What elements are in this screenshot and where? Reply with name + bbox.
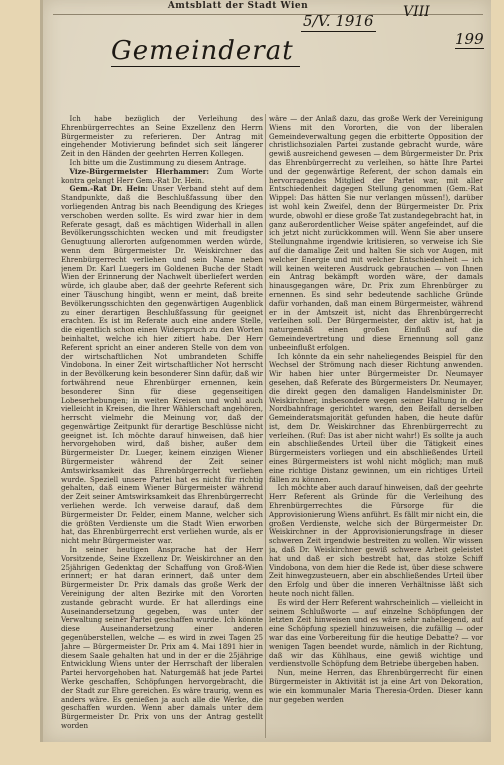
- handwritten-page-number: 199: [455, 30, 484, 48]
- paragraph: [269, 353, 483, 485]
- paragraph: [269, 669, 483, 704]
- paragraph-text: Ich könnte da ein sehr naheliegendes Beispiel für den Wechsel der Strömung nach dieser Richtung anwenden. Wir haben hier unter Bürgermeister Dr. Neumayer gesehen, daß Referate des Bürgermeisters Dr. Neumayer, die direkt gegen den damaligen Handelsminister Dr. Weiskirchner, insbesondere wegen seiner Haltung in der Nordbahnfrage gerichtet waren, den Beifall derselben Gemeinderatsmajorität gefunden haben, die heute dafür ist, dem Dr. Weiskirchner das Ehrenbürgerrecht zu verleihen. (Ruf: Das ist aber nicht wahr!) Es sollte ja auch ein abschließendes Urteil über die Tätigkeit eines Bürgermeisters vorliegen und ein abschließendes Urteil eines Bürgermeisters ist wohl nicht möglich; man muß eine richtige Distanz gewinnen, um ein richtiges Urteil fällen zu können.: [269, 351, 483, 484]
- paragraph-text: Zum Worte kontra gelangt Herr Gem.-Rat Dr. Hein.: [61, 166, 263, 185]
- paragraph: [61, 115, 263, 159]
- paragraph: [269, 599, 483, 669]
- paragraph: [61, 185, 263, 546]
- handwritten-heading: Gemeinderat: [111, 36, 300, 67]
- newspaper-clipping: [40, 0, 491, 742]
- speaker-name: Gem.-Rat Dr. Hein:: [69, 184, 149, 194]
- paragraph-text: Unser Verband steht auf dem Standpunkte, daß die Beschlußfassung über den vorliegenden Antrag bis nach Beendigung des Krieges verschoben werden sollte. Es wird zwar hier in dem Referate gesagt, daß es mächtigen Widerhall in allen Bevölkerungsschichten wecken und mit freudigster Genugtuung allerorten aufgenommen werden würde, wenn dem Bürgermeister Dr. Weiskirchner das Ehrenbürgerrecht verliehen und sein Name neben jenem Dr. Karl Luegers im Goldenen Buche der Stadt Wien der Erinnerung der Nachwelt überliefert werden würde, ich glaube aber, daß der geehrte Referent sich einer Täuschung hingibt, wenn er meint, daß breite Bevölkerungsschichten den gegenwärtigen Augenblick zu einer derartigen Beschlußfassung für geeignet erachten. Es ist im Referate auch eine andere Stelle, die eigentlich schon einen Widerspruch zu den Worten beinhaltet, welche ich hier zitiert habe. Der Herr Referent spricht an einer anderen Stelle von dem von der wirtschaftlichen Not umbrandeten Schiffe Vindobona. In einer Zeit wirtschaftlicher Not herrscht in der Bevölkerung kein besonderer Sinn dafür, daß wir fortwährend neue Ehrenbürger ernennen, kein besonderer Sinn für diese gegenseitigen Lobeserhebungen; in weiten Kreisen und wohl auch vielleicht in Kreisen, die Ihrer Wählerschaft angehören, herrscht vielmehr die Meinung vor, daß der gegenwärtige Zeitpunkt für derartige Beschlüsse nicht geeignet ist. Ich möchte darauf hinweisen, daß hier hervorgehoben wird, daß bisher, außer dem Bürgermeister Dr. Lueger, keinem einzigen Wiener Bürgermeister während der Zeit seiner Amtswirksamkeit das Ehrenbürgerrecht verliehen wurde. Speziell unsere Partei hat es nicht für richtig gehalten, daß einem Wiener Bürgermeister während der Zeit seiner Amtswirksamkeit das Ehrenbürgerrecht verliehen werde. Ich verweise darauf, daß dem Bürgermeister Dr. Felder, einem Manne, welcher sich die größten Verdienste um die Stadt Wien erworben hat, das Ehrenbürgerrecht erst verliehen wurde, als er nicht mehr Bürgermeister war.: [61, 184, 263, 546]
- paragraph: [269, 484, 483, 598]
- speaker-name: Vize-Bürgermeister Hierhammer:: [69, 166, 210, 176]
- paragraph: [61, 168, 263, 186]
- handwritten-date: 5/V. 1916: [303, 12, 374, 30]
- paragraph-text: Ich möchte aber auch darauf hinweisen, daß der geehrte Herr Referent als Gründe für die Verleihung des Ehrenbürgerrechtes die Fürsorge für die Approvisionierung Wiens anführt. Es fällt mir nicht ein, die großen Verdienste, welche sich der Bürgermeister Dr. Weiskirchner in der Approvisionierungsfrage in dieser schweren Zeit irgendwie bestreiten zu wollen. Wir wissen ja, daß Dr. Weiskirchner gewiß schwere Arbeit geleistet hat und daß er sich bestrebt hat, das stolze Schiff Vindobona, von dem hier die Rede ist, über diese schwere Zeit hinwegzusteuern, aber ein abschließendes Urteil über den Erfolg und über die inneren Verhältnisse läßt sich heute noch nicht fällen.: [269, 483, 483, 599]
- handwritten-volume: VIII: [403, 4, 430, 20]
- text-column-left: [61, 115, 263, 737]
- paragraph: [61, 546, 263, 731]
- paragraph-text: Ich bitte um die Zustimmung zu diesem Antrage.: [69, 157, 247, 167]
- column-divider: [265, 114, 266, 738]
- masthead: Amtsblatt der Stadt Wien: [167, 1, 309, 11]
- paragraph-text: Es wird der Herr Referent wahrscheinlich — vielleicht in seinem Schlußworte — auf einzelne Schöpfungen der letzten Zeit hinweisen und es wäre sehr naheliegend, auf eine Schöpfung speziell hinzuweisen, die zufällig — oder war das eine Vorbereitung für die heutige Debatte? — vor wenigen Tagen beendet wurde, nämlich in der Richtung, daß wir das Kühlhaus, eine gewiß wichtige und verdienstvolle Schöpfung dem Betriebe übergeben haben.: [269, 597, 483, 669]
- paragraph-text: In seiner heutigen Ansprache hat der Herr Vorsitzende, Seine Exzellenz Dr. Weiskirchner an den 25jährigen Gedenktag der Schaffung von Groß-Wien erinnert; er hat daran erinnert, daß unter dem Bürgermeister Dr. Prix damals das große Werk der Vereinigung der alten Bezirke mit den Vororten zustande gebracht wurde. Er hat allerdings eine Auseinandersetzung gegeben, was unter der Verwaltung seiner Partei geschaffen wurde. Ich könnte diese Auseinandersetzung einer anderen gegenüberstellen, welche — es wird in zwei Tagen 25 Jahre — Bürgermeister Dr. Prix am 4. Mai 1891 hier in diesem Saale gehalten hat und in der er die 25jährige Entwicklung Wiens unter der Herrschaft der liberalen Partei hervorgehoben hat. Naturgemäß hat jede Partei Werke geschaffen, Schöpfungen hervorgebracht, die der Stadt zur Ehre gereichen. Es wäre traurig, wenn es anders wäre. Es genießen ja auch alle die Werke, die geschaffen wurden. Wenn aber damals unter dem Bürgermeister Dr. Prix von uns der Antrag gestellt worden: [61, 545, 263, 730]
- paragraph: [269, 115, 483, 353]
- text-column-right: [269, 115, 483, 737]
- paragraph-text: Ich habe bezüglich der Verleihung des Ehrenbürgerrechtes an Seine Exzellenz den Herrn Bürgermeister zu referieren. Der Antrag mit eingehender Motivierung befindet sich seit längerer Zeit in den Händen der geehrten Herren Kollegen.: [61, 115, 263, 159]
- paragraph-text: Nun, meine Herren, das Ehrenbürgerrecht für einen Bürgermeister in Aktivität ist ja eine Art von Dekoration, wie ein kommunaler Maria Theresia-Orden. Dieser kann nur gegeben werden: [269, 668, 483, 704]
- paragraph-text: wäre — der Anlaß dazu, das große Werk der Vereinigung Wiens mit den Vororten, die von der liberalen Gemeindeverwaltung gegen die erbitterte Opposition der christlichsozialen Partei zustande gebracht wurde, wäre gewiß ausreichend gewesen — dem Bürgermeister Dr. Prix das Ehrenbürgerrecht zu verleihen, so hätte Ihre Partei und der gegenwärtige Referent, der schon damals ein hervorragendes Mitglied der Partei war, mit aller Entschiedenheit dagegen Stellung genommen (Gem.-Rat Wippel: Das hätten Sie nur verlangen müssen!), darüber ist wohl kein Zweifel, denn der Bürgermeister Dr. Prix wurde, obwohl er diese große Tat zustandegebracht hat, in ganz außerordentlicher Weise später angefeindet, auf die ich jetzt nicht zurückkommen will. Wenn Sie aber unsere Stellungnahme irgendwie kritisieren, so verweise ich Sie auf die damalige Zeit und halten Sie sich vor Augen, mit welcher Energie und mit welcher Entschiedenheit — ich will keinen weiteren Ausdruck gebrauchen — von Ihnen ein Antrag bekämpft worden wäre, der damals hinausgegangen wäre, Dr. Prix zum Ehrenbürger zu ernennen. Es sind sehr bedeutende sachliche Gründe dafür vorhanden, daß man einem Bürgermeister, während er in der Amtszeit ist, nicht das Ehrenbürgerrecht verleihen soll. Der Bürgermeister, der aktiv ist, hat ja naturgemäß einen großen Einfluß auf die Gemeindevertretung und diese Ernennung soll ganz unbeeinflußt erfolgen.: [269, 115, 483, 352]
